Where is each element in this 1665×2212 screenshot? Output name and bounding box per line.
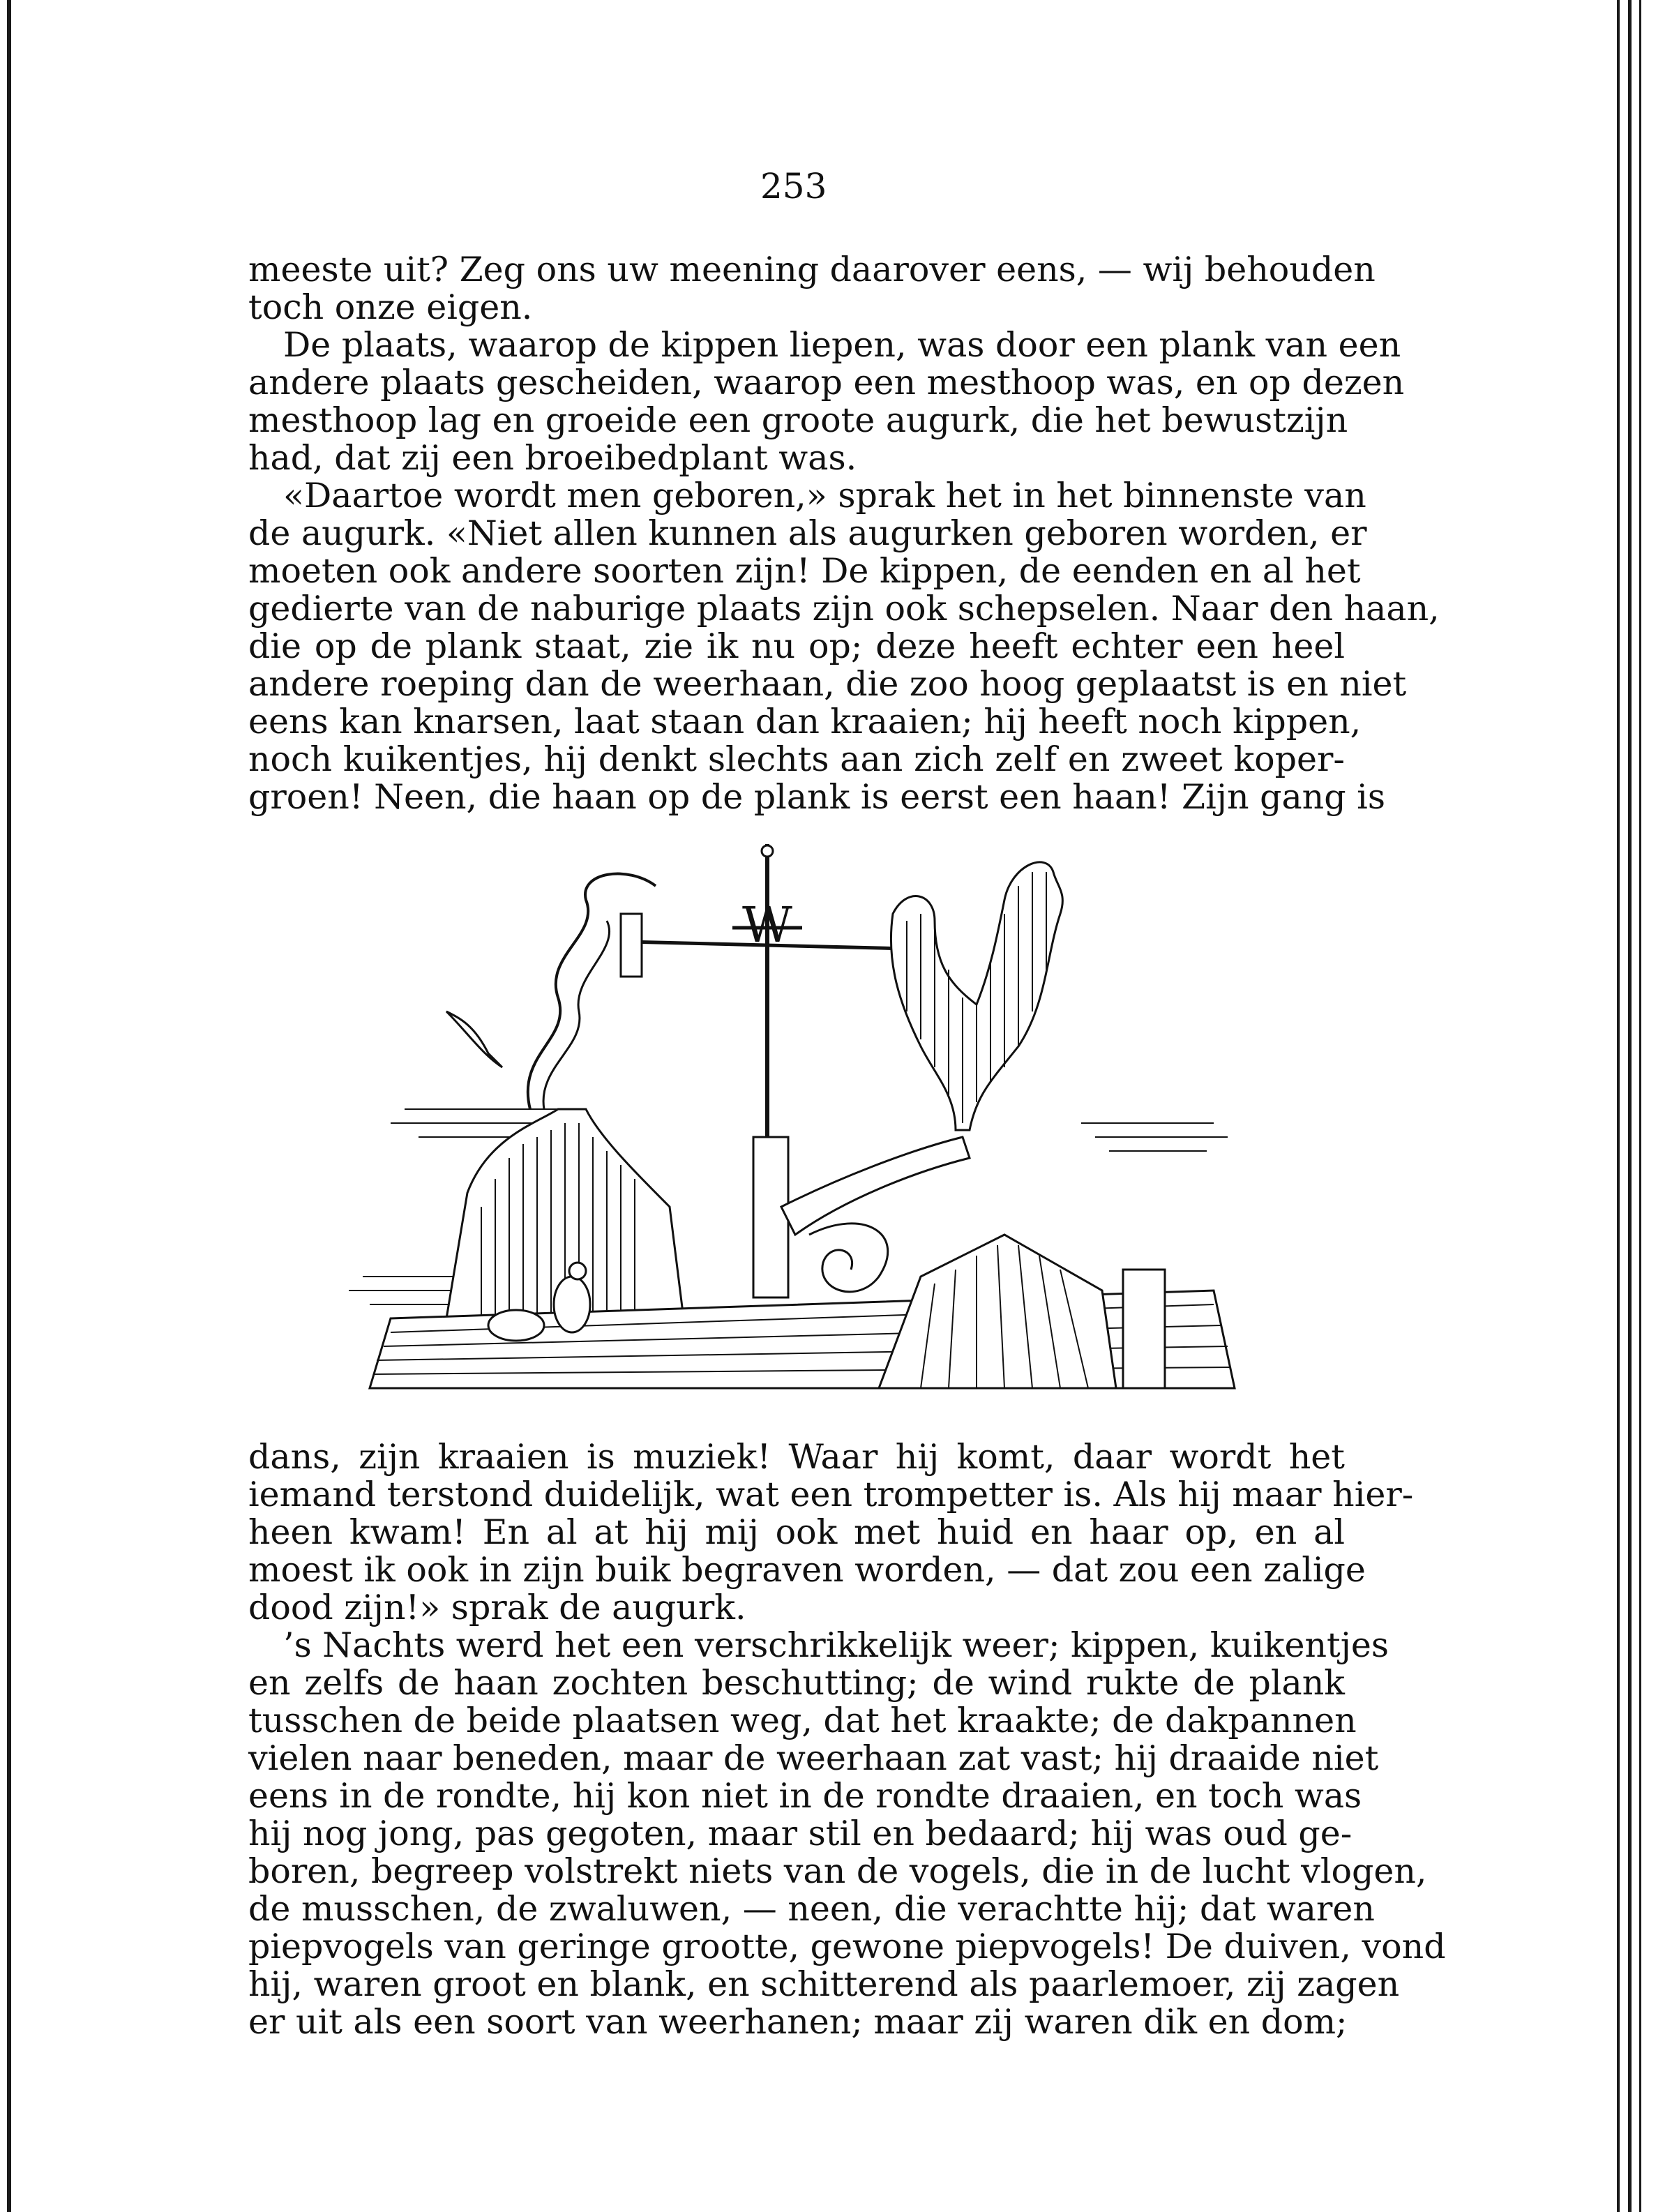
text-line: piepvogels van geringe grootte, gewone piepvogels! De duiven, vond (248, 1927, 1446, 1966)
text-line: eens kan knarsen, laat staan dan kraaien; hij heeft noch kippen, (248, 702, 1362, 742)
text-line: er uit als een soort van weerhanen; maar zij waren dik en dom; (248, 2002, 1348, 2042)
text-line: eens in de rondte, hij kon niet in de rondte draaien, en toch was (248, 1776, 1362, 1816)
text-line: mesthoop lag en groeide een groote augurk, die het bewustzijn (248, 400, 1348, 440)
text-line: had, dat zij een broeibedplant was. (248, 438, 857, 478)
weathervane-illustration (307, 844, 1263, 1416)
text-line: ’s Nachts werd het een verschrikkelijk weer; kippen, kuikentjes (283, 1625, 1389, 1665)
text-line: meeste uit? Zeg ons uw meening daarover eens, — wij behouden (248, 250, 1376, 289)
text-line: boren, begreep volstrekt niets van de vogels, die in de lucht vlogen, (248, 1851, 1427, 1891)
text-line: de augurk. «Niet allen kunnen als augurken geboren worden, er (248, 513, 1367, 553)
text-line: moest ik ook in zijn buik begraven worden, — dat zou een zalige (248, 1550, 1366, 1590)
text-line: groen! Neen, die haan op de plank is eerst een haan! Zijn gang is (248, 777, 1385, 817)
right-border-rule-outer (1617, 0, 1620, 2212)
text-line: andere plaats gescheiden, waarop een mesthoop was, en op dezen (248, 363, 1405, 402)
text-line: iemand terstond duidelijk, wat een trompetter is. Als hij maar hier- (248, 1475, 1414, 1514)
page-number: 253 (760, 166, 827, 206)
text-line: «Daartoe wordt men geboren,» sprak het in het binnenste van (283, 476, 1366, 516)
rooster-figure (891, 862, 1062, 1130)
vane-letter: W (742, 896, 792, 954)
text-line: tusschen de beide plaatsen weg, dat het kraakte; de dakpannen (248, 1701, 1357, 1740)
text-line: hij, waren groot en blank, en schitterend als paarlemoer, zij zagen (248, 1964, 1400, 2004)
text-line: de musschen, de zwaluwen, — neen, die verachtte hij; dat waren (248, 1889, 1375, 1929)
bird (446, 1011, 502, 1067)
text-line: die op de plank staat, zie ik nu op; deze heeft echter een heel (248, 626, 1345, 666)
text-line: toch onze eigen. (248, 287, 533, 327)
chimney (446, 874, 684, 1318)
text-line: De plaats, waarop de kippen liepen, was door een plank van een (283, 325, 1401, 365)
text-line: moeten ook andere soorten zijn! De kippen, de eenden en al het (248, 551, 1361, 591)
left-border-rule (7, 0, 11, 2212)
text-line: dans, zijn kraaien is muziek! Waar hij komt, daar wordt het (248, 1437, 1345, 1477)
text-line: en zelfs de haan zochten beschutting; de wind rukte de plank (248, 1663, 1345, 1703)
text-line: vielen naar beneden, maar de weerhaan zat vast; hij draaide niet (248, 1738, 1379, 1778)
right-border-rule-edge (1639, 0, 1641, 2212)
text-line: andere roeping dan de weerhaan, die zoo hoog geplaatst is en niet (248, 664, 1407, 704)
text-line: hij nog jong, pas gegoten, maar stil en bedaard; hij was oud ge- (248, 1814, 1353, 1853)
text-line: noch kuikentjes, hij denkt slechts aan zich zelf en zweet koper- (248, 739, 1345, 779)
text-line: heen kwam! En al at hij mij ook met huid en haar op, en al (248, 1512, 1345, 1552)
right-border-rule-inner (1628, 0, 1632, 2212)
text-line: dood zijn!» sprak de augurk. (248, 1588, 746, 1627)
text-line: gedierte van de naburige plaats zijn ook schepselen. Naar den haan, (248, 589, 1440, 629)
